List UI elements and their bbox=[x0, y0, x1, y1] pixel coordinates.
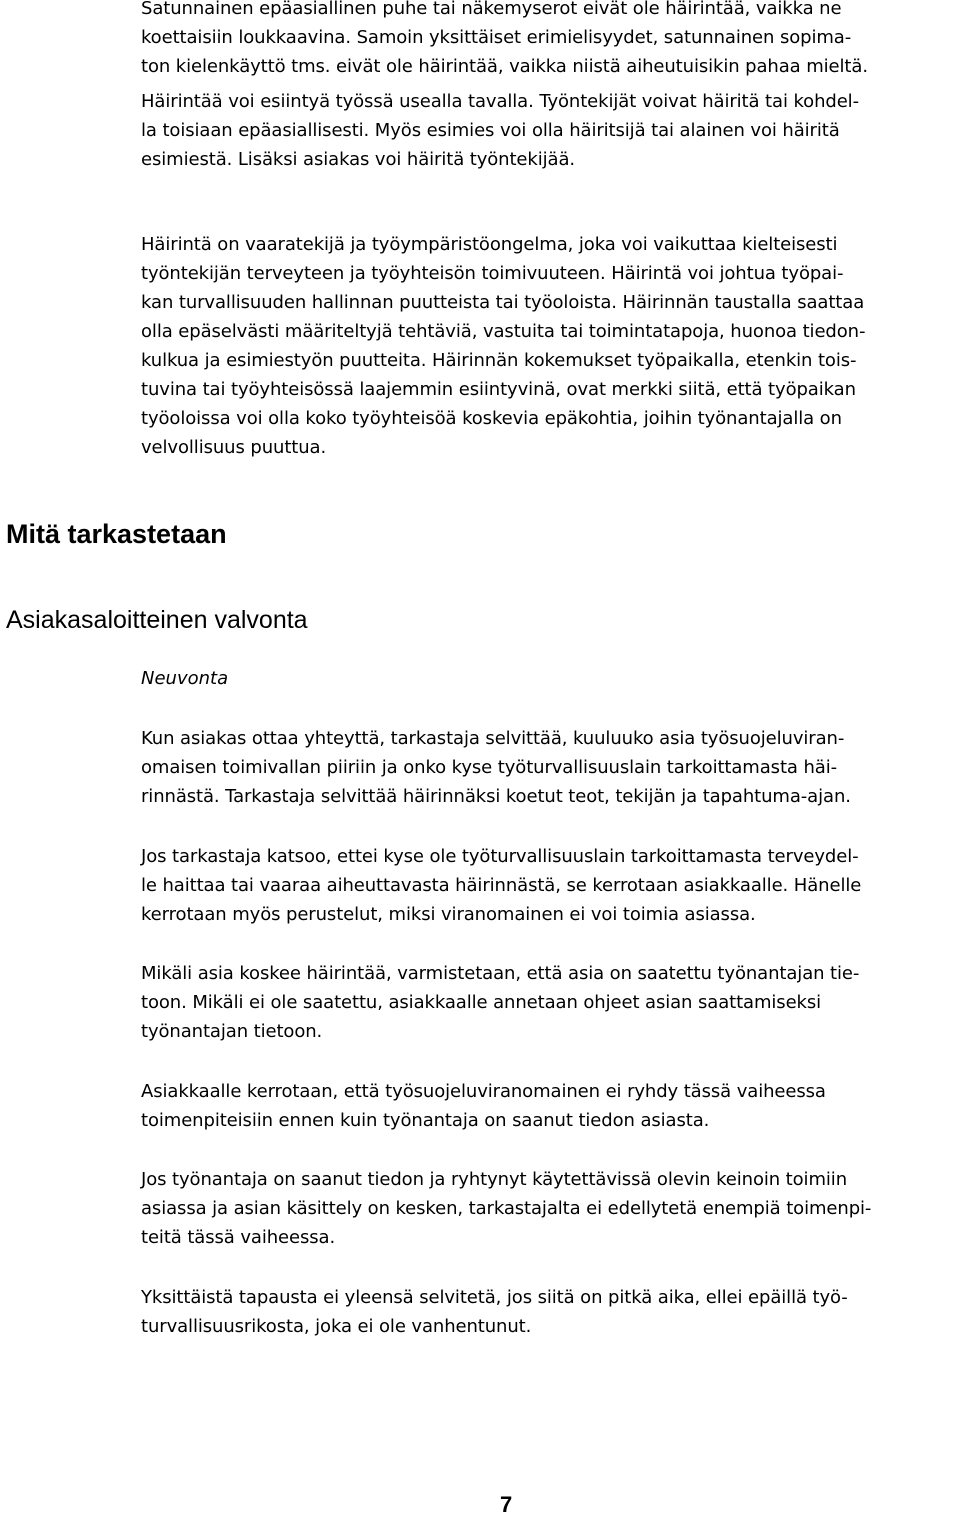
text-line: kulkua ja esimiestyön puutteita. Häirinnän kokemukset työpaikalla, etenkin tois- bbox=[141, 350, 857, 371]
page-number: 7 bbox=[500, 1492, 513, 1517]
neuvonta-paragraph-2 bbox=[141, 842, 953, 929]
text-line: Kun asiakas ottaa yhteyttä, tarkastaja selvittää, kuuluuko asia työsuojeluviran- bbox=[141, 728, 845, 749]
text-line: turvallisuusrikosta, joka ei ole vanhentunut. bbox=[141, 1316, 532, 1337]
text-line: teitä tässä vaiheessa. bbox=[141, 1227, 336, 1248]
text-line: la toisiaan epäasiallisesti. Myös esimies voi olla häiritsijä tai alainen voi häiritä bbox=[141, 120, 840, 141]
text-line: Satunnainen epäasiallinen puhe tai näkemyserot eivät ole häirintää, vaikka ne bbox=[141, 0, 842, 19]
neuvonta-paragraph-4 bbox=[141, 1077, 953, 1135]
text-line: Jos työnantaja on saanut tiedon ja ryhtynyt käytettävissä olevin keinoin toimiin bbox=[141, 1169, 847, 1190]
section-heading: Mitä tarkastetaan bbox=[6, 519, 227, 549]
text-line: Jos tarkastaja katsoo, ettei kyse ole työturvallisuuslain tarkoittamasta terveydel- bbox=[141, 846, 859, 867]
text-line: kerrotaan myös perustelut, miksi viranomainen ei voi toimia asiassa. bbox=[141, 904, 756, 925]
text-line: kan turvallisuuden hallinnan puutteista tai työoloista. Häirinnän taustalla saattaa bbox=[141, 292, 865, 313]
subsubsection-heading: Neuvonta bbox=[141, 668, 229, 689]
intro-paragraph-3 bbox=[141, 230, 953, 462]
text-line: asiassa ja asian käsittely on kesken, tarkastajalta ei edellytetä enempiä toimenpi- bbox=[141, 1198, 872, 1219]
text-line: työnantajan tietoon. bbox=[141, 1021, 323, 1042]
neuvonta-paragraph-1 bbox=[141, 724, 953, 811]
intro-paragraph-1 bbox=[141, 0, 953, 81]
text-line: esimiestä. Lisäksi asiakas voi häiritä työntekijää. bbox=[141, 149, 576, 170]
text-line: Asiakkaalle kerrotaan, että työsuojeluviranomainen ei ryhdy tässä vaiheessa bbox=[141, 1081, 826, 1102]
text-line: työntekijän terveyteen ja työyhteisön toimivuuteen. Häirintä voi johtua työpai- bbox=[141, 263, 844, 284]
text-line: velvollisuus puuttua. bbox=[141, 437, 327, 458]
neuvonta-paragraph-5 bbox=[141, 1165, 953, 1252]
text-line: Yksittäistä tapausta ei yleensä selvitetä, jos siitä on pitkä aika, ellei epäillä työ- bbox=[141, 1287, 848, 1308]
text-line: toon. Mikäli ei ole saatettu, asiakkaalle annetaan ohjeet asian saattamiseksi bbox=[141, 992, 822, 1013]
subsection-heading: Asiakasaloitteinen valvonta bbox=[6, 606, 308, 634]
neuvonta-paragraph-3 bbox=[141, 959, 953, 1046]
text-line: tuvina tai työyhteisössä laajemmin esiintyvinä, ovat merkki siitä, että työpaikan bbox=[141, 379, 856, 400]
text-line: omaisen toimivallan piiriin ja onko kyse työturvallisuuslain tarkoittamasta häi- bbox=[141, 757, 837, 778]
text-line: olla epäselvästi määriteltyjä tehtäviä, vastuita tai toimintatapoja, huonoa tiedon- bbox=[141, 321, 866, 342]
neuvonta-paragraph-6 bbox=[141, 1283, 953, 1341]
text-line: koettaisiin loukkaavina. Samoin yksittäiset erimielisyydet, satunnainen sopima- bbox=[141, 27, 852, 48]
text-line: toimenpiteisiin ennen kuin työnantaja on saanut tiedon asiasta. bbox=[141, 1110, 710, 1131]
text-line: le haittaa tai vaaraa aiheuttavasta häirinnästä, se kerrotaan asiakkaalle. Hänelle bbox=[141, 875, 862, 896]
text-line: rinnästä. Tarkastaja selvittää häirinnäksi koetut teot, tekijän ja tapahtuma-ajan. bbox=[141, 786, 851, 807]
text-line: Häirintä on vaaratekijä ja työympäristöongelma, joka voi vaikuttaa kielteisesti bbox=[141, 234, 838, 255]
intro-paragraph-2 bbox=[141, 87, 953, 174]
text-line: ton kielenkäyttö tms. eivät ole häirintää, vaikka niistä aiheutuisikin pahaa mieltä. bbox=[141, 56, 868, 77]
text-line: työoloissa voi olla koko työyhteisöä koskevia epäkohtia, joihin työnantajalla on bbox=[141, 408, 842, 429]
text-line: Mikäli asia koskee häirintää, varmistetaan, että asia on saatettu työnantajan tie- bbox=[141, 963, 860, 984]
text-line: Häirintää voi esiintyä työssä usealla tavalla. Työntekijät voivat häiritä tai kohdel- bbox=[141, 91, 859, 112]
